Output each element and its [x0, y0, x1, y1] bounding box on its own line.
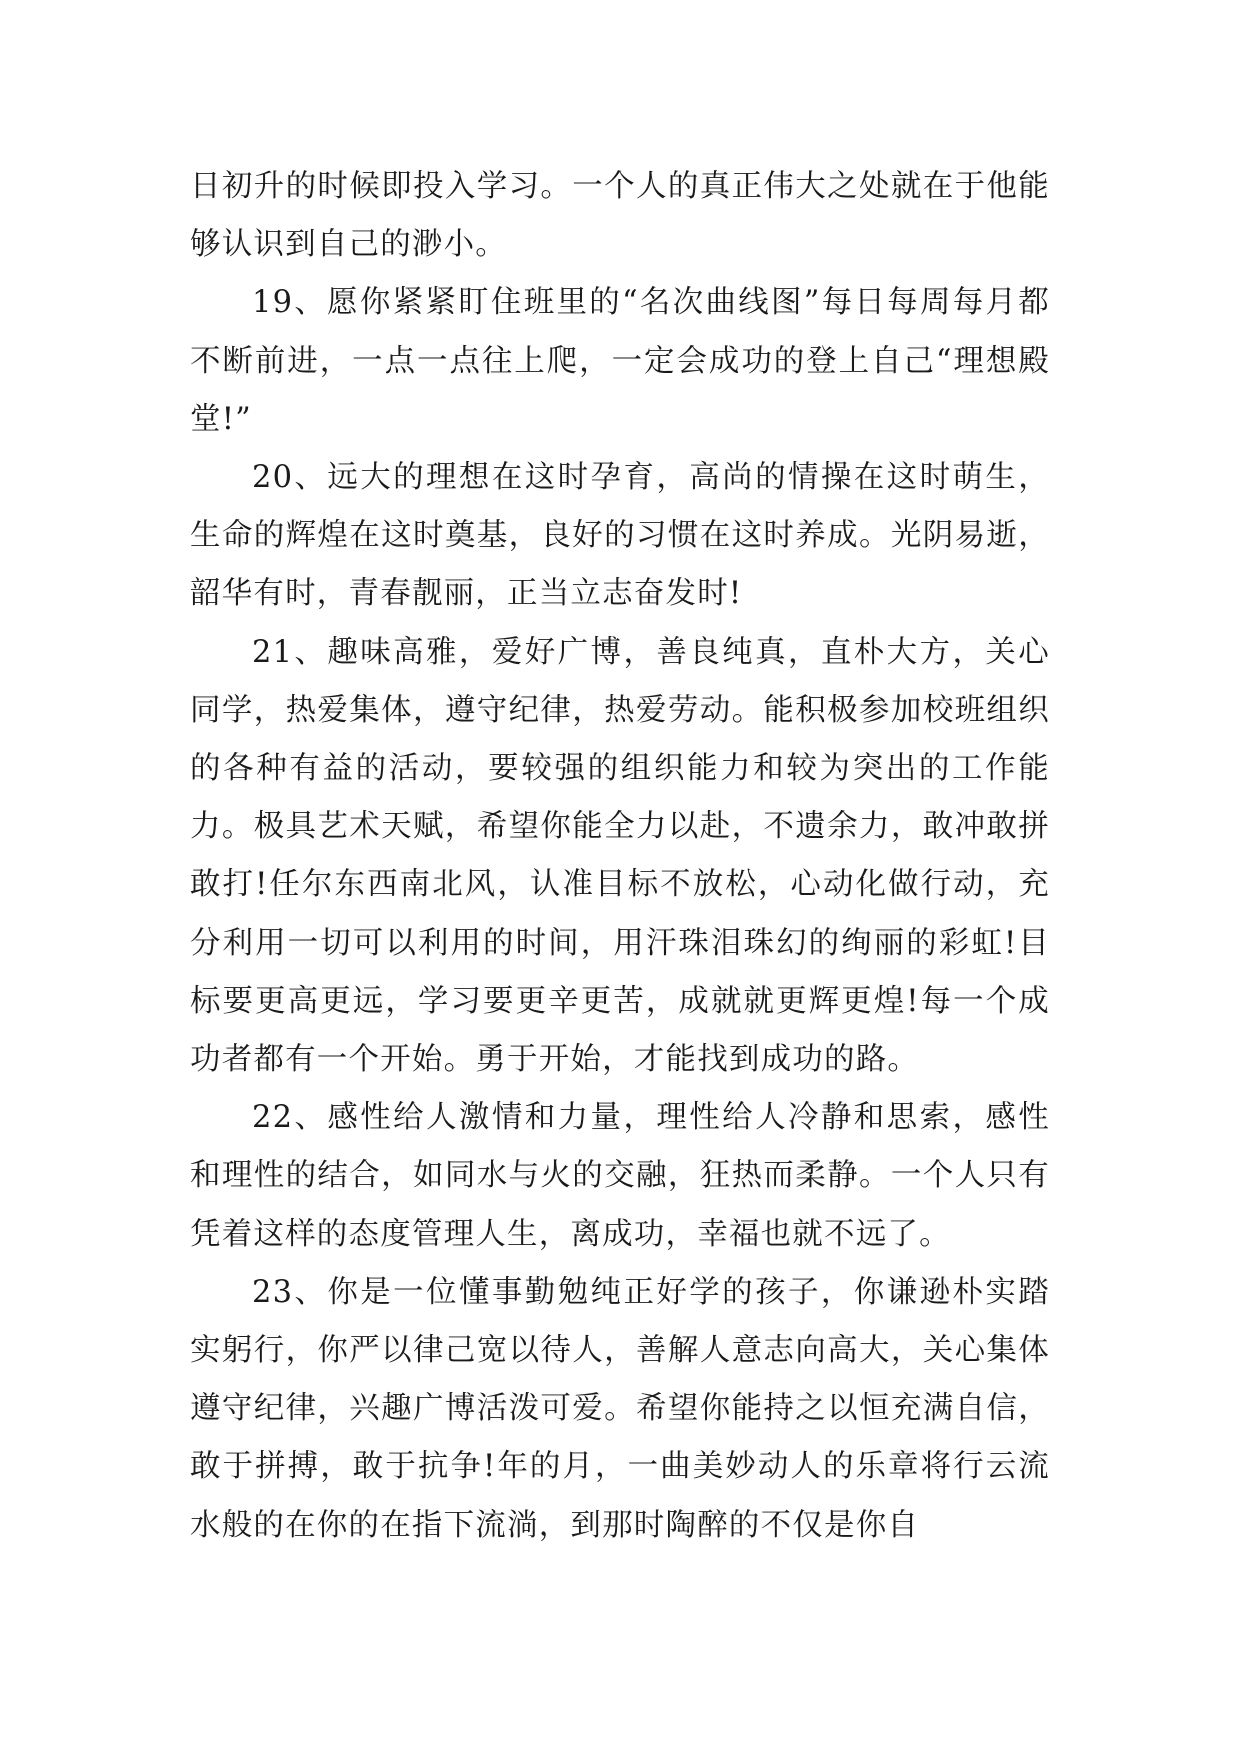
- paragraph-19: 19、愿你紧紧盯住班里的“名次曲线图”每日每周每月都不断前进，一点一点往上爬，一定会成功的登上自己“理想殿堂!”: [190, 285, 1050, 437]
- paragraph-21: 21、趣味高雅，爱好广博，善良纯真，直朴大方，关心同学，热爱集体，遵守纪律，热爱劳动。能积极参加校班组织的各种有益的活动，要较强的组织能力和较为突出的工作能力。极具艺术天赋，希望你能全力以赴，不遗余力，敢冲敢拼敢打!任尔东西南北风，认准目标不放松，心动化做行动，充分利用一切可以利用的时间，用汗珠泪珠幻的绚丽的彩虹!目标要更高更远，学习要更辛更苦，成就就更辉更煌!每一个成功者都有一个开始。勇于开始，才能找到成功的路。: [190, 634, 1050, 1078]
- document-body: [190, 158, 1050, 1555]
- paragraph-22: 22、感性给人激情和力量，理性给人冷静和思索，感性和理性的结合，如同水与火的交融，狂热而柔静。一个人只有凭着这样的态度管理人生，离成功，幸福也就不远了。: [190, 1100, 1050, 1252]
- paragraph-20: 20、远大的理想在这时孕育，高尚的情操在这时萌生，生命的辉煌在这时奠基，良好的习惯在这时养成。光阴易逝，韶华有时，青春靓丽，正当立志奋发时!: [190, 460, 1050, 612]
- paragraph-18-continuation: 日初升的时候即投入学习。一个人的真正伟大之处就在于他能够认识到自己的渺小。: [190, 169, 1050, 263]
- paragraph-23: 23、你是一位懂事勤勉纯正好学的孩子，你谦逊朴实踏实躬行，你严以律己宽以待人，善解人意志向高大，关心集体遵守纪律，兴趣广博活泼可爱。希望你能持之以恒充满自信，敢于拼搏，敢于抗争!年的月，一曲美妙动人的乐章将行云流水般的在你的在指下流淌，到那时陶醉的不仅是你自: [190, 1274, 1050, 1543]
